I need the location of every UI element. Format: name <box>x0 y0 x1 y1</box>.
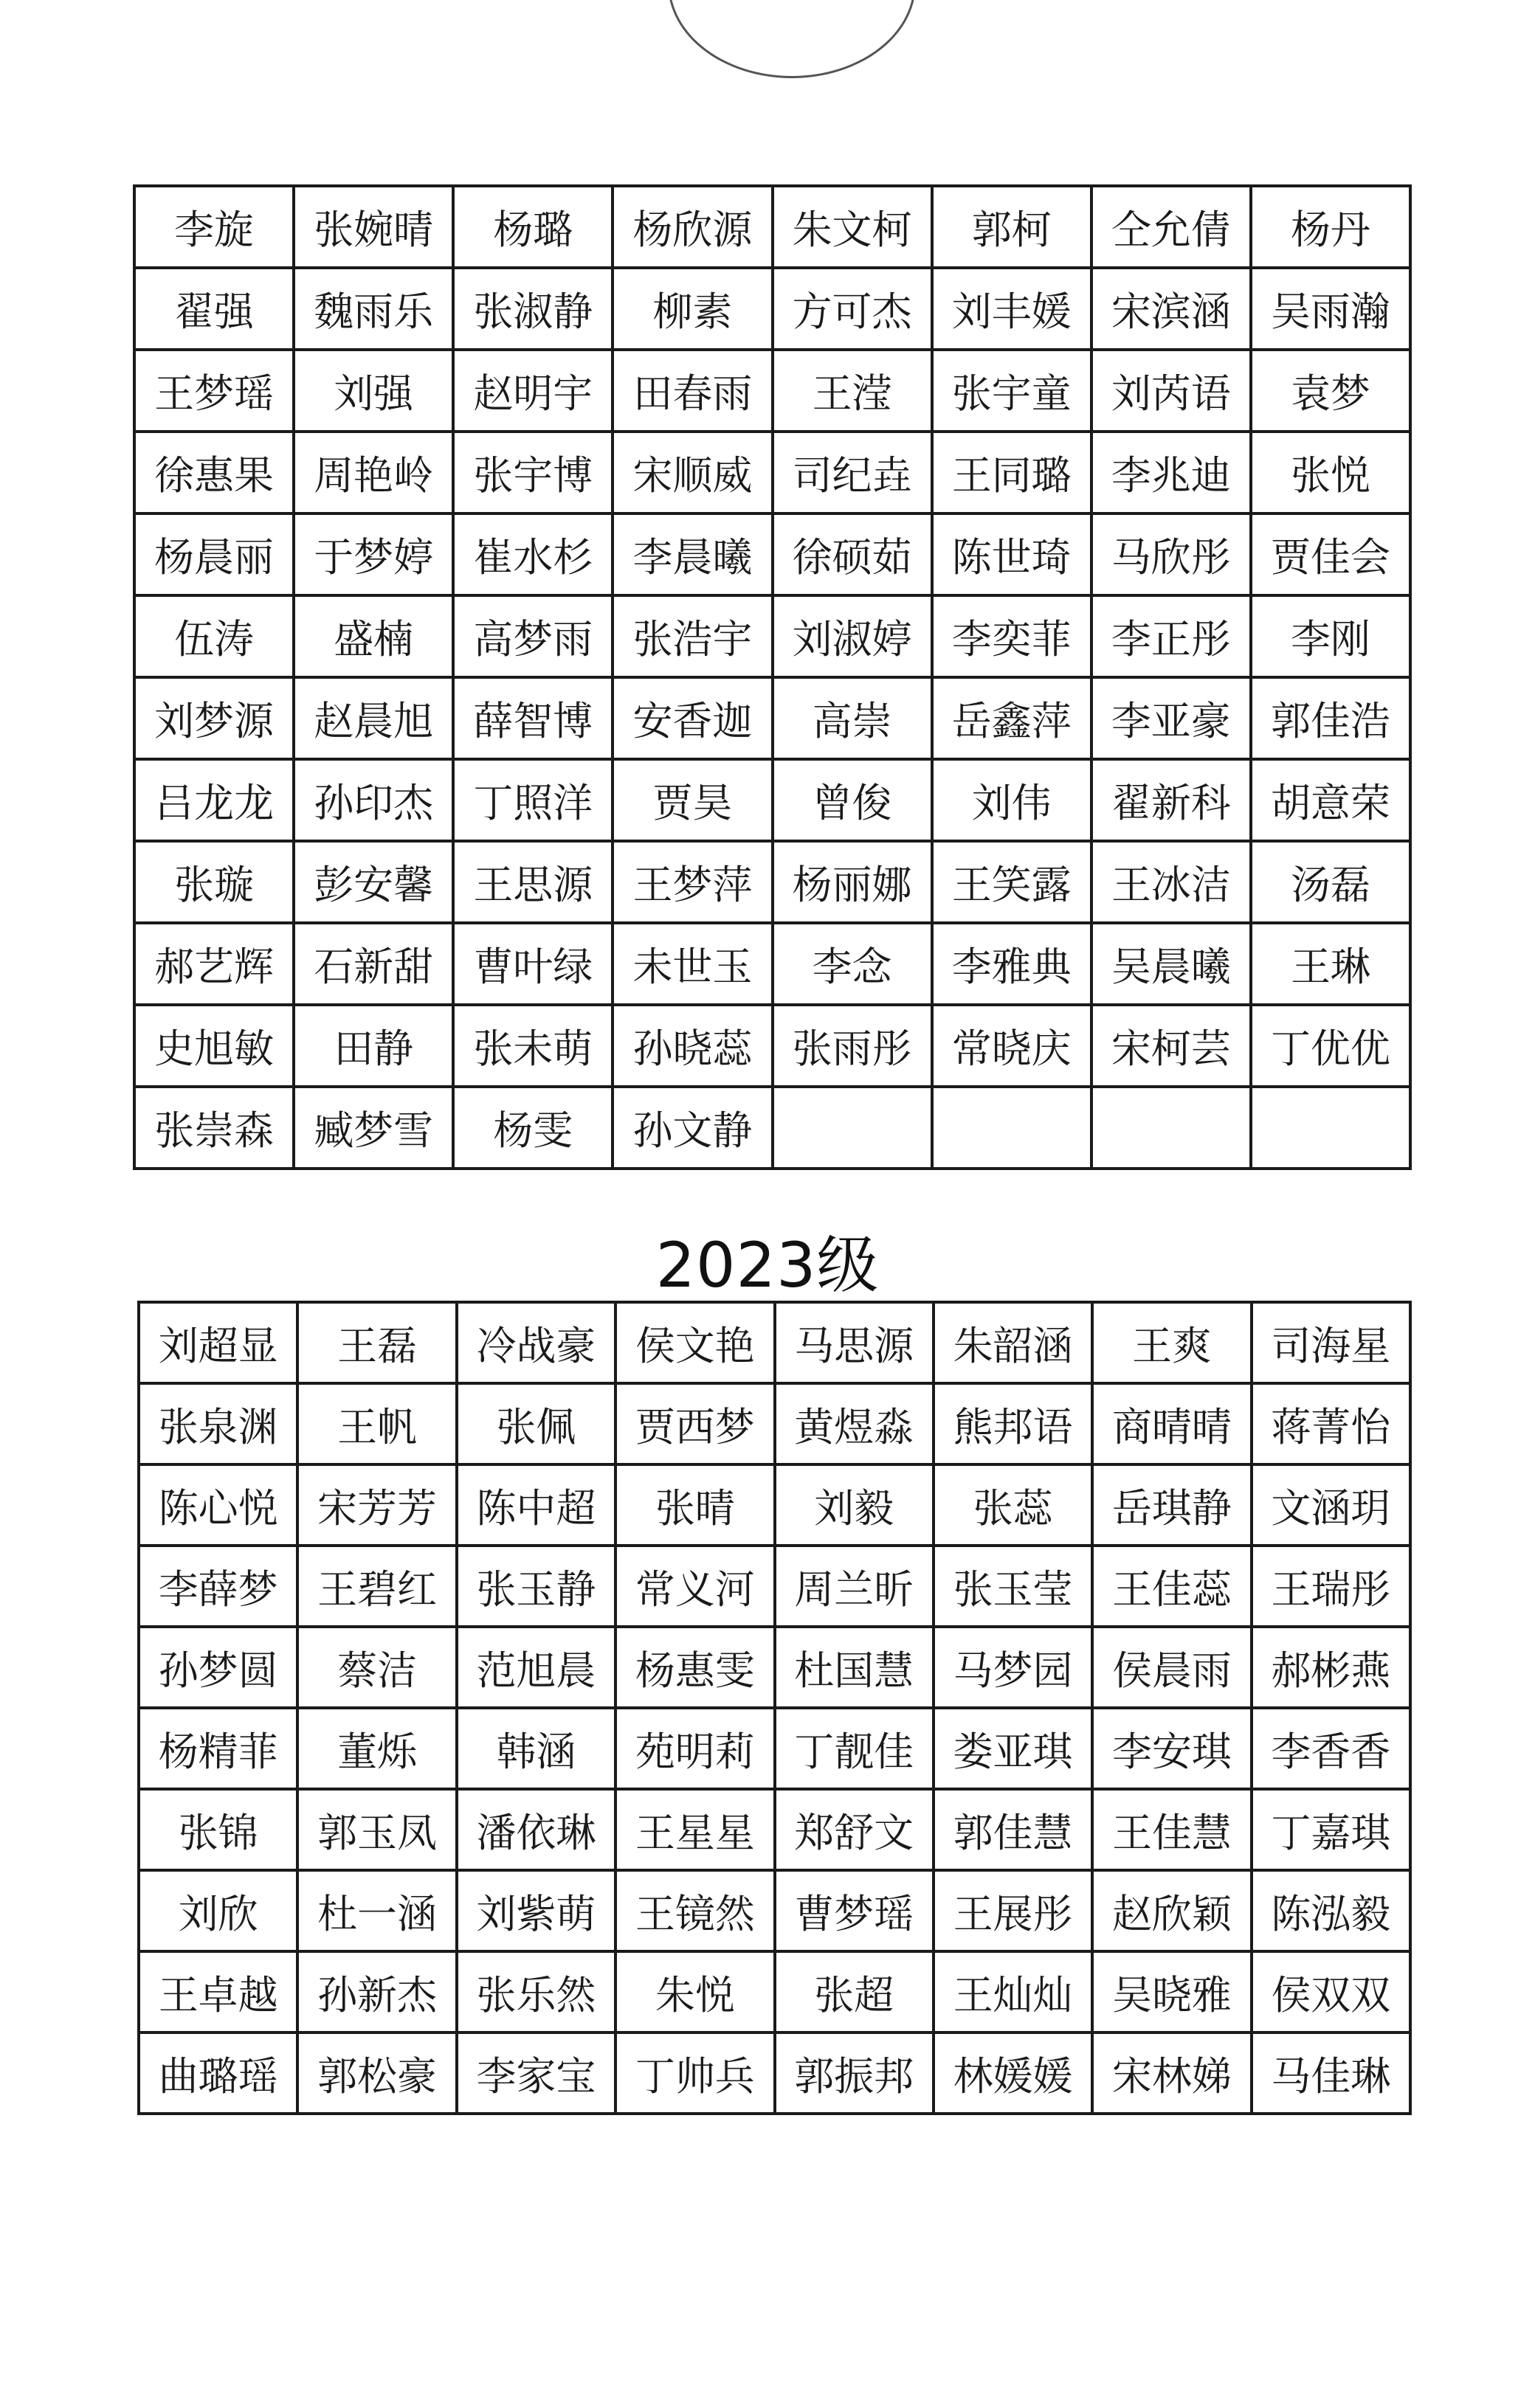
name-cell: 方可杰 <box>773 268 932 350</box>
name-cell: 文涵玥 <box>1252 1464 1410 1546</box>
name-cell: 翟强 <box>134 268 294 350</box>
name-cell: 侯文艳 <box>615 1302 774 1383</box>
name-cell: 陈心悦 <box>139 1464 297 1546</box>
table-row <box>134 759 1410 841</box>
name-cell <box>773 1087 932 1169</box>
name-cell: 娄亚琪 <box>934 1708 1092 1789</box>
name-cell: 曲璐瑶 <box>139 2032 297 2114</box>
name-cell: 黄煜淼 <box>775 1383 934 1464</box>
name-cell: 田春雨 <box>613 350 772 432</box>
name-cell: 吴晨曦 <box>1091 923 1251 1005</box>
name-cell: 侯晨雨 <box>1092 1627 1251 1708</box>
name-cell <box>1091 1087 1251 1169</box>
name-cell: 林媛媛 <box>934 2032 1092 2114</box>
name-cell: 李奕菲 <box>932 595 1091 677</box>
name-cell: 常义河 <box>615 1546 774 1627</box>
name-cell: 吴雨瀚 <box>1251 268 1410 350</box>
name-cell: 杨丹 <box>1251 186 1410 268</box>
name-cell: 李念 <box>773 923 932 1005</box>
name-cell: 侯双双 <box>1252 1951 1410 2032</box>
name-cell: 郑舒文 <box>775 1789 934 1870</box>
name-cell: 周兰昕 <box>775 1546 934 1627</box>
name-cell: 刘丰媛 <box>932 268 1091 350</box>
table-row <box>139 2032 1410 2114</box>
name-cell: 曾俊 <box>773 759 932 841</box>
name-cell: 苑明莉 <box>615 1708 774 1789</box>
table-row <box>134 677 1410 759</box>
name-cell: 张淑静 <box>453 268 613 350</box>
name-cell: 薛智博 <box>453 677 613 759</box>
name-cell: 王梦萍 <box>613 841 772 923</box>
name-cell: 李旋 <box>134 186 294 268</box>
name-cell: 马梦园 <box>934 1627 1092 1708</box>
name-cell: 郝彬燕 <box>1252 1627 1410 1708</box>
name-cell: 司纪垚 <box>773 432 932 513</box>
name-cell: 未世玉 <box>613 923 772 1005</box>
name-cell: 崔水杉 <box>453 513 613 595</box>
binder-punch-hole <box>668 0 916 78</box>
name-cell: 李安琪 <box>1092 1708 1251 1789</box>
name-cell: 李正彤 <box>1091 595 1251 677</box>
name-cell: 刘强 <box>294 350 453 432</box>
name-cell: 王思源 <box>453 841 613 923</box>
name-cell: 熊邦语 <box>934 1383 1092 1464</box>
name-cell: 丁嘉琪 <box>1252 1789 1410 1870</box>
name-cell: 丁靓佳 <box>775 1708 934 1789</box>
name-cell: 郭振邦 <box>775 2032 934 2114</box>
name-cell: 赵欣颖 <box>1092 1870 1251 1951</box>
name-cell: 安香迦 <box>613 677 772 759</box>
name-cell: 刘淑婷 <box>773 595 932 677</box>
name-cell: 孙新杰 <box>297 1951 456 2032</box>
name-cell: 杨欣源 <box>613 186 772 268</box>
name-cell: 王琳 <box>1251 923 1410 1005</box>
name-cell: 徐硕茹 <box>773 513 932 595</box>
name-cell: 孙文静 <box>613 1087 772 1169</box>
name-cell: 郭佳慧 <box>934 1789 1092 1870</box>
name-cell: 刘毅 <box>775 1464 934 1546</box>
name-cell: 郭佳浩 <box>1251 677 1410 759</box>
name-cell: 张崇森 <box>134 1087 294 1169</box>
name-cell: 王佳慧 <box>1092 1789 1251 1870</box>
name-cell: 冷战豪 <box>457 1302 615 1383</box>
name-cell: 李晨曦 <box>613 513 772 595</box>
name-cell: 石新甜 <box>294 923 453 1005</box>
name-cell: 李雅典 <box>932 923 1091 1005</box>
name-cell: 魏雨乐 <box>294 268 453 350</box>
name-cell: 岳鑫萍 <box>932 677 1091 759</box>
table-row <box>139 1708 1410 1789</box>
table-row <box>139 1627 1410 1708</box>
name-cell: 常晓庆 <box>932 1005 1091 1087</box>
name-cell: 赵晨旭 <box>294 677 453 759</box>
table-row <box>134 350 1410 432</box>
name-cell: 张宇博 <box>453 432 613 513</box>
name-cell: 高梦雨 <box>453 595 613 677</box>
name-cell: 翟新科 <box>1091 759 1251 841</box>
table-row <box>134 186 1410 268</box>
name-cell: 潘依琳 <box>457 1789 615 1870</box>
name-cell: 柳素 <box>613 268 772 350</box>
name-cell: 贾昊 <box>613 759 772 841</box>
name-cell: 张璇 <box>134 841 294 923</box>
table-row <box>134 595 1410 677</box>
name-cell: 王磊 <box>297 1302 456 1383</box>
name-cell: 刘欣 <box>139 1870 297 1951</box>
name-cell: 刘伟 <box>932 759 1091 841</box>
name-cell: 郝艺辉 <box>134 923 294 1005</box>
name-cell: 徐惠果 <box>134 432 294 513</box>
name-roster-table-upper <box>133 184 1412 1170</box>
name-cell: 马佳琳 <box>1252 2032 1410 2114</box>
name-cell: 王碧红 <box>297 1546 456 1627</box>
name-cell: 刘芮语 <box>1091 350 1251 432</box>
name-cell: 张宇童 <box>932 350 1091 432</box>
name-cell: 陈泓毅 <box>1252 1870 1410 1951</box>
name-cell: 汤磊 <box>1251 841 1410 923</box>
name-cell: 郭玉凤 <box>297 1789 456 1870</box>
name-cell: 张佩 <box>457 1383 615 1464</box>
name-cell: 韩涵 <box>457 1708 615 1789</box>
name-cell: 刘梦源 <box>134 677 294 759</box>
name-cell: 杨晨丽 <box>134 513 294 595</box>
name-cell: 王同璐 <box>932 432 1091 513</box>
name-cell: 王星星 <box>615 1789 774 1870</box>
name-cell: 高崇 <box>773 677 932 759</box>
name-cell: 王帆 <box>297 1383 456 1464</box>
name-cell: 宋柯芸 <box>1091 1005 1251 1087</box>
name-cell: 史旭敏 <box>134 1005 294 1087</box>
name-cell: 马欣彤 <box>1091 513 1251 595</box>
name-cell: 张玉静 <box>457 1546 615 1627</box>
name-cell: 李香香 <box>1252 1708 1410 1789</box>
name-cell: 张玉莹 <box>934 1546 1092 1627</box>
name-cell: 王梦瑶 <box>134 350 294 432</box>
name-cell: 田静 <box>294 1005 453 1087</box>
name-cell: 蒋菁怡 <box>1252 1383 1410 1464</box>
name-cell: 杨雯 <box>453 1087 613 1169</box>
name-cell: 伍涛 <box>134 595 294 677</box>
table-row <box>134 268 1410 350</box>
name-cell: 贾佳会 <box>1251 513 1410 595</box>
name-cell: 李刚 <box>1251 595 1410 677</box>
name-cell: 张悦 <box>1251 432 1410 513</box>
name-cell: 王爽 <box>1092 1302 1251 1383</box>
table-row <box>134 923 1410 1005</box>
name-cell: 刘紫萌 <box>457 1870 615 1951</box>
name-cell: 王笑露 <box>932 841 1091 923</box>
name-cell: 张锦 <box>139 1789 297 1870</box>
name-cell: 司海星 <box>1252 1302 1410 1383</box>
table-row <box>139 1951 1410 2032</box>
name-cell <box>932 1087 1091 1169</box>
section-title: 2023级 <box>655 1229 880 1301</box>
name-cell: 张未萌 <box>453 1005 613 1087</box>
name-cell: 杨丽娜 <box>773 841 932 923</box>
table-row <box>134 1087 1410 1169</box>
name-cell: 朱悦 <box>615 1951 774 2032</box>
name-cell: 宋顺威 <box>613 432 772 513</box>
name-cell: 赵明宇 <box>453 350 613 432</box>
name-cell: 袁梦 <box>1251 350 1410 432</box>
name-cell: 张晴 <box>615 1464 774 1546</box>
name-cell: 马思源 <box>775 1302 934 1383</box>
name-cell: 周艳岭 <box>294 432 453 513</box>
name-cell: 杜一涵 <box>297 1870 456 1951</box>
name-cell: 杜国慧 <box>775 1627 934 1708</box>
name-cell: 张雨彤 <box>773 1005 932 1087</box>
name-cell: 宋芳芳 <box>297 1464 456 1546</box>
name-cell: 孙晓蕊 <box>613 1005 772 1087</box>
table-row <box>139 1870 1410 1951</box>
name-cell: 朱文柯 <box>773 186 932 268</box>
name-cell: 王佳蕊 <box>1092 1546 1251 1627</box>
name-cell: 刘超显 <box>139 1302 297 1383</box>
name-cell: 胡意荣 <box>1251 759 1410 841</box>
name-cell: 李薛梦 <box>139 1546 297 1627</box>
name-cell: 丁照洋 <box>453 759 613 841</box>
name-cell: 宋滨涵 <box>1091 268 1251 350</box>
name-cell: 王瑞彤 <box>1252 1546 1410 1627</box>
name-cell: 郭松豪 <box>297 2032 456 2114</box>
name-cell: 张蕊 <box>934 1464 1092 1546</box>
name-cell: 吴晓雅 <box>1092 1951 1251 2032</box>
table-row <box>139 1464 1410 1546</box>
name-cell: 杨惠雯 <box>615 1627 774 1708</box>
name-cell: 王镜然 <box>615 1870 774 1951</box>
table-row <box>139 1546 1410 1627</box>
name-cell: 孙印杰 <box>294 759 453 841</box>
name-cell: 仝允倩 <box>1091 186 1251 268</box>
name-cell: 张泉渊 <box>139 1383 297 1464</box>
table-row <box>134 1005 1410 1087</box>
name-cell: 王卓越 <box>139 1951 297 2032</box>
name-cell: 王滢 <box>773 350 932 432</box>
name-roster-table-2023 <box>137 1301 1412 2115</box>
table-row <box>139 1789 1410 1870</box>
name-cell: 张乐然 <box>457 1951 615 2032</box>
table-row <box>134 841 1410 923</box>
name-cell: 岳琪静 <box>1092 1464 1251 1546</box>
name-cell: 张超 <box>775 1951 934 2032</box>
name-cell: 范旭晨 <box>457 1627 615 1708</box>
name-cell: 彭安馨 <box>294 841 453 923</box>
name-cell: 于梦婷 <box>294 513 453 595</box>
name-cell: 曹叶绿 <box>453 923 613 1005</box>
name-cell: 董烁 <box>297 1708 456 1789</box>
name-cell: 王展彤 <box>934 1870 1092 1951</box>
name-cell: 李家宝 <box>457 2032 615 2114</box>
name-cell: 郭柯 <box>932 186 1091 268</box>
name-cell: 曹梦瑶 <box>775 1870 934 1951</box>
name-cell: 王灿灿 <box>934 1951 1092 2032</box>
name-cell <box>1251 1087 1410 1169</box>
name-cell: 朱韶涵 <box>934 1302 1092 1383</box>
name-cell: 宋林娣 <box>1092 2032 1251 2114</box>
table-row <box>134 432 1410 513</box>
table-row <box>139 1302 1410 1383</box>
name-cell: 李亚豪 <box>1091 677 1251 759</box>
name-cell: 陈世琦 <box>932 513 1091 595</box>
name-cell: 张浩宇 <box>613 595 772 677</box>
name-cell: 吕龙龙 <box>134 759 294 841</box>
name-cell: 孙梦圆 <box>139 1627 297 1708</box>
name-cell: 贾西梦 <box>615 1383 774 1464</box>
name-cell: 蔡洁 <box>297 1627 456 1708</box>
name-cell: 张婉晴 <box>294 186 453 268</box>
name-cell: 杨璐 <box>453 186 613 268</box>
name-cell: 丁帅兵 <box>615 2032 774 2114</box>
name-cell: 丁优优 <box>1251 1005 1410 1087</box>
name-cell: 臧梦雪 <box>294 1087 453 1169</box>
name-cell: 陈中超 <box>457 1464 615 1546</box>
name-cell: 盛楠 <box>294 595 453 677</box>
name-cell: 杨精菲 <box>139 1708 297 1789</box>
table-row <box>134 513 1410 595</box>
name-cell: 李兆迪 <box>1091 432 1251 513</box>
name-cell: 商晴晴 <box>1092 1383 1251 1464</box>
table-row <box>139 1383 1410 1464</box>
name-cell: 王冰洁 <box>1091 841 1251 923</box>
